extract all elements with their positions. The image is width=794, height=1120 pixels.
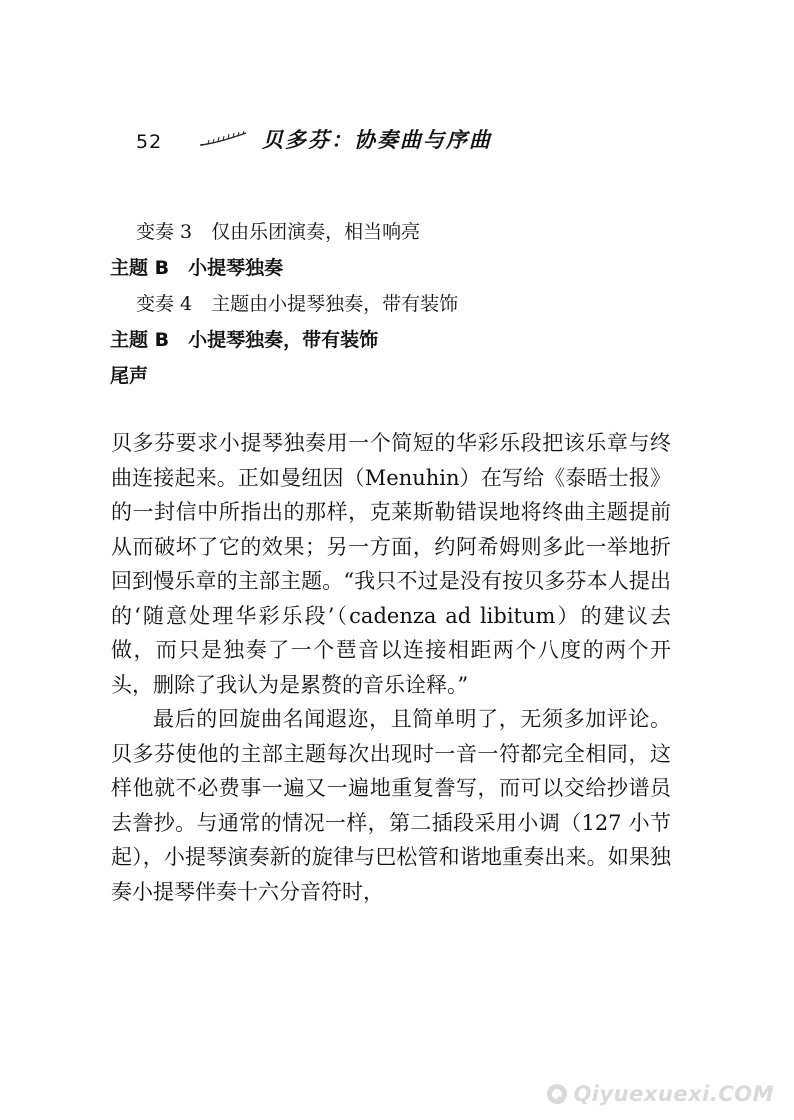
paragraph: 最后的回旋曲名闻遐迩，且简单明了，无须多加评论。贝多芬使他的主部主题每次出现时一音一符都完全相同，这样他就不必费事一遍又一遍地重复誊写，而可以交给抄谱员去誊抄。与通常的情况一样，第二插段采用小调（127 小节起），小提琴演奏新的旋律与巴松管和谐地重奏出来。如果独奏小提琴伴奏十六分音符时， — [111, 707, 671, 904]
site-logo-icon — [545, 1082, 569, 1106]
paragraph: 贝多芬要求小提琴独奏用一个简短的华彩乐段把该乐章与终曲连接起来。正如曼纽因（Menuhin）在写给《泰晤士报》的一封信中所指出的那样，克莱斯勒错误地将终曲主题提前从而破坏了它的效果；另一方面，约阿希姆则多此一举地折回到慢乐章的主部主题。“我只不过是没有按贝多芬本人提出的‘随意处理华彩乐段’（cadenza ad libitum）的建议去做，而只是独奏了一个琶音以连接相距两个八度的两个开头，删除了我认为是累赘的音乐诠释。” — [111, 431, 671, 697]
outline-heading: 尾声 — [110, 365, 149, 387]
watermark-text: Qiyuexuexi.COM — [573, 1082, 774, 1106]
page-header — [136, 126, 566, 158]
body-text — [111, 426, 671, 909]
quill-flourish-icon — [198, 130, 250, 148]
running-title: 贝多芬：协奏曲与序曲 — [262, 128, 492, 152]
watermark — [545, 1080, 774, 1108]
outline-heading: 主题 B 小提琴独奏，带有装饰 — [110, 329, 379, 351]
outline-item: 变奏 3 仅由乐团演奏，相当响亮 — [136, 221, 421, 243]
outline-item: 变奏 4 主题由小提琴独奏，带有装饰 — [136, 293, 459, 315]
outline-heading: 主题 B 小提琴独奏 — [110, 257, 284, 279]
page-number: 52 — [136, 131, 163, 153]
movement-outline — [110, 214, 690, 394]
